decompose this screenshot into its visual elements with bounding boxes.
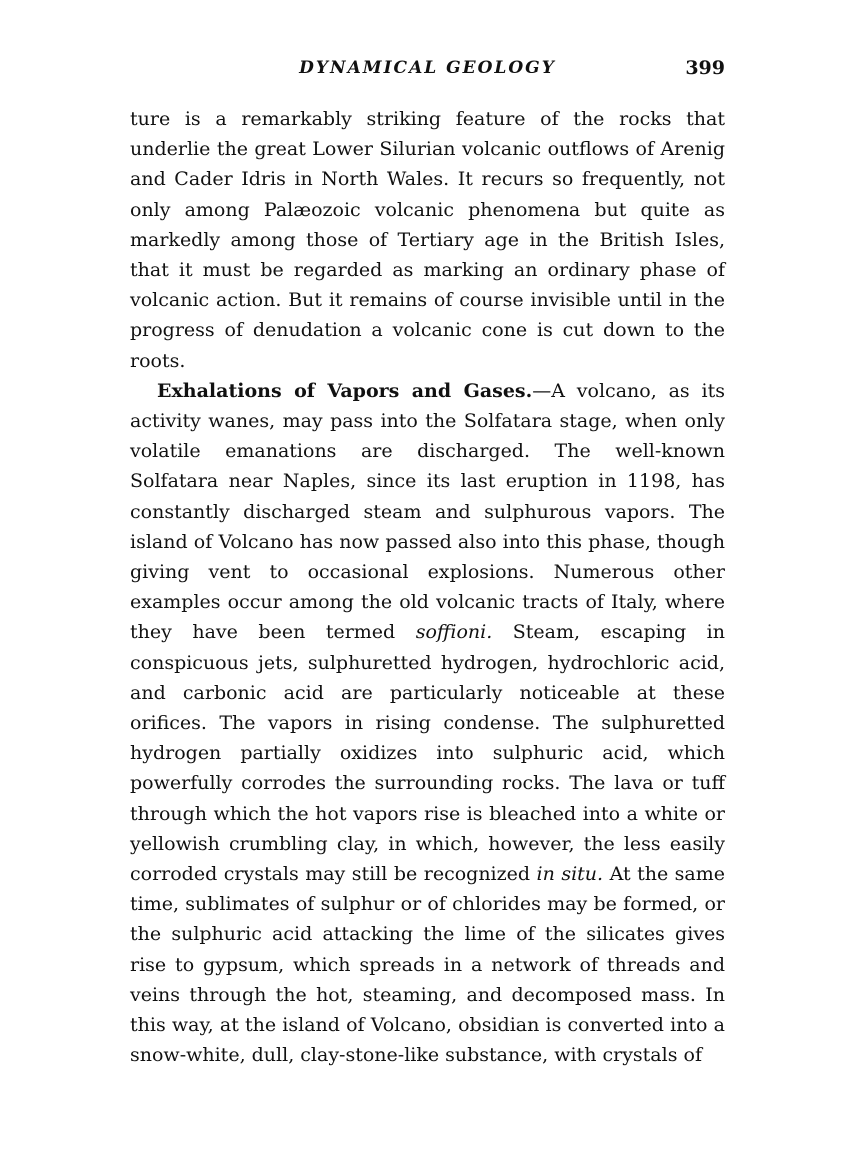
term-in-situ: in situ.: [536, 863, 604, 886]
paragraph-exhalations: [130, 376, 725, 1071]
paragraph-text-part2: Steam, escaping in conspicuous jets, sulphuretted hydrogen, hydrochloric acid, and carbonic acid are particularly noticeable at these orifices. The vapors in rising condense. The sulphuretted hydrogen partially oxidizes into sulphuric acid, which powerfully corrodes the surrounding rocks. The lava or tuff through which the hot vapors rise is bleached into a white or yellowish crumbling clay, in which, however, the less easily corroded crystals may still be recognized: [130, 621, 725, 886]
paragraph-text-part1: —A volcano, as its activity wanes, may pass into the Solfatara stage, when only volatile emanations are discharged. The well-known Solfatara near Naples, since its last eruption in 1198, has constantly discharged steam and sulphurous vapors. The island of Volcano has now passed also into this phase, though giving vent to occasional explosions. Numerous other examples occur among the old volcanic tracts of Italy, where they have been termed: [130, 379, 725, 644]
term-soffioni: soffioni.: [415, 621, 493, 644]
page-number: 399: [685, 57, 725, 79]
running-head: [130, 58, 725, 88]
paragraph-text-part3: At the same time, sublimates of sulphur or of chlorides may be formed, or the sulphuric acid attacking the lime of the silicates gives rise to gypsum, which spreads in a network of threads and veins through the hot, steaming, and decomposed mass. In this way, at the island of Volcano, obsidian is converted into a snow-white, dull, clay-stone-like substance, with crystals of: [130, 863, 726, 1067]
section-heading: Exhalations of Vapors and Gases.: [157, 379, 533, 402]
running-head-title: DYNAMICAL GEOLOGY: [299, 58, 556, 78]
body-text: [130, 104, 725, 1071]
paragraph-continuation: ture is a remarkably striking feature of the rocks that underlie the great Lower Silurian volcanic outflows of Arenig and Cader Idris in North Wales. It recurs so frequently, not only among Palæozoic volcanic phenomena but quite as markedly among those of Tertiary age in the British Isles, that it must be regarded as marking an ordinary phase of volcanic action. But it remains of course invisible until in the progress of denudation a volcanic cone is cut down to the roots.: [130, 108, 725, 372]
